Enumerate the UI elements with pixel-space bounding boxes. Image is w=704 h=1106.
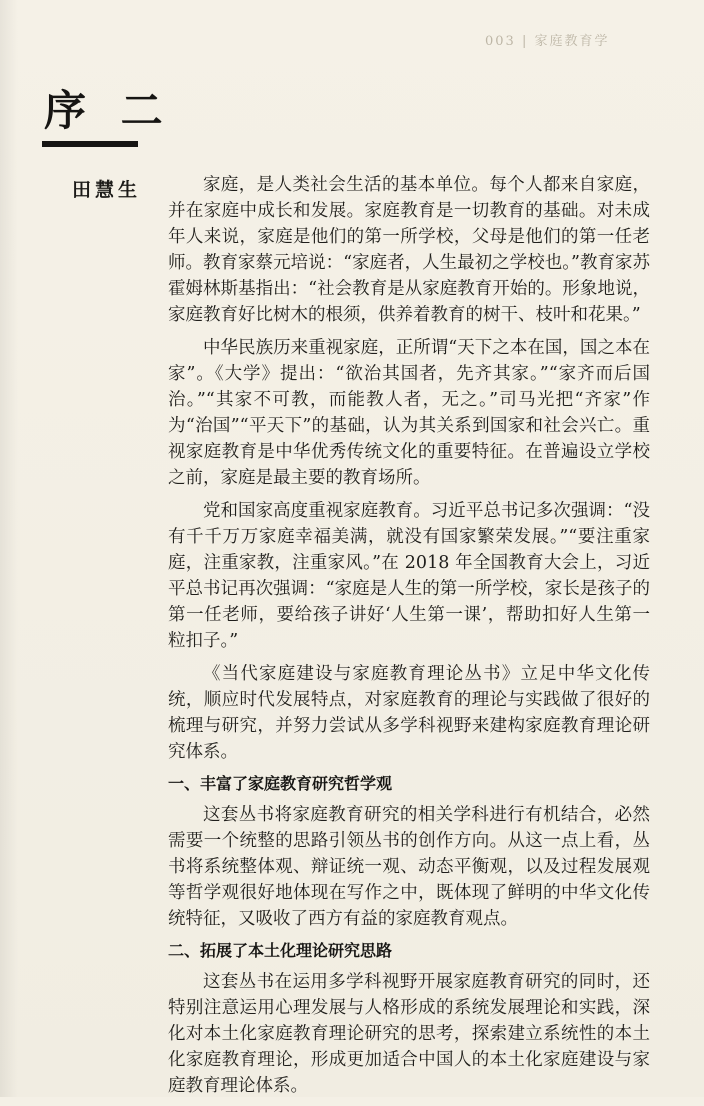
paragraph-2: 中华民族历来重视家庭，正所谓“天下之本在国，国之本在家”。《大学》提出：“欲治其国者，先齐其家。”“家齐而后国治。”“其家不可教，而能教人者，无之。”司马光把“齐家”作为“治国”“平天下”的基础，认为其关系到国家和社会兴亡。重视家庭教育是中华优秀传统文化的重要特征。在普遍设立学校之前，家庭是最主要的教育场所。 <box>168 338 650 488</box>
title-underline <box>42 141 138 147</box>
section-1-text: 这套丛书将家庭教育研究的相关学科进行有机结合，必然需要一个统整的思路引领丛书的创作方向。从这一点上看，丛书将系统整体观、辩证统一观、动态平衡观，以及过程发展观等哲学观很好地体现在写作之中，既体现了鲜明的中华文化传统特征，又吸收了西方有益的家庭教育观点。 <box>168 805 650 929</box>
page-title: 序 二 <box>44 86 173 135</box>
section-1-heading: 一、丰富了家庭教育研究哲学观 <box>168 774 393 793</box>
section-2-heading: 二、拓展了本土化理论研究思路 <box>168 941 393 960</box>
section-2-text: 这套丛书在运用多学科视野开展家庭教育研究的同时，还特别注意运用心理发展与人格形成的系统发展理论和实践，深化对本土化家庭教育理论研究的思考，探索建立系统性的本土化家庭教育理论，形成更加适合中国人的本土化家庭建设与家庭教育理论体系。 <box>168 972 650 1096</box>
running-head: 003 | 家庭教育学 <box>485 34 610 49</box>
body-text <box>168 172 650 1106</box>
author-name: 田慧生 <box>72 179 142 201</box>
paragraph-3: 党和国家高度重视家庭教育。习近平总书记多次强调：“没有千千万万家庭幸福美满，就没有国家繁荣发展。”“要注重家庭，注重家教，注重家风。”在 2018 年全国教育大会上，习近平总书记再次强调：“家庭是人生的第一所学校，家长是孩子的第一任老师，要给孩子讲好‘人生第一课’，帮助扣好人生第一粒扣子。” <box>168 501 650 651</box>
paragraph-1: 家庭，是人类社会生活的基本单位。每个人都来自家庭，并在家庭中成长和发展。家庭教育是一切教育的基础。对未成年人来说，家庭是他们的第一所学校，父母是他们的第一任老师。教育家蔡元培说：“家庭者，人生最初之学校也。”教育家苏霍姆林斯基指出：“社会教育是从家庭教育开始的。形象地说，家庭教育好比树木的根须，供养着教育的树干、枝叶和花果。” <box>168 175 650 325</box>
paragraph-4: 《当代家庭建设与家庭教育理论丛书》立足中华文化传统，顺应时代发展特点，对家庭教育的理论与实践做了很好的梳理与研究，并努力尝试从多学科视野来建构家庭教育理论研究体系。 <box>168 664 650 762</box>
